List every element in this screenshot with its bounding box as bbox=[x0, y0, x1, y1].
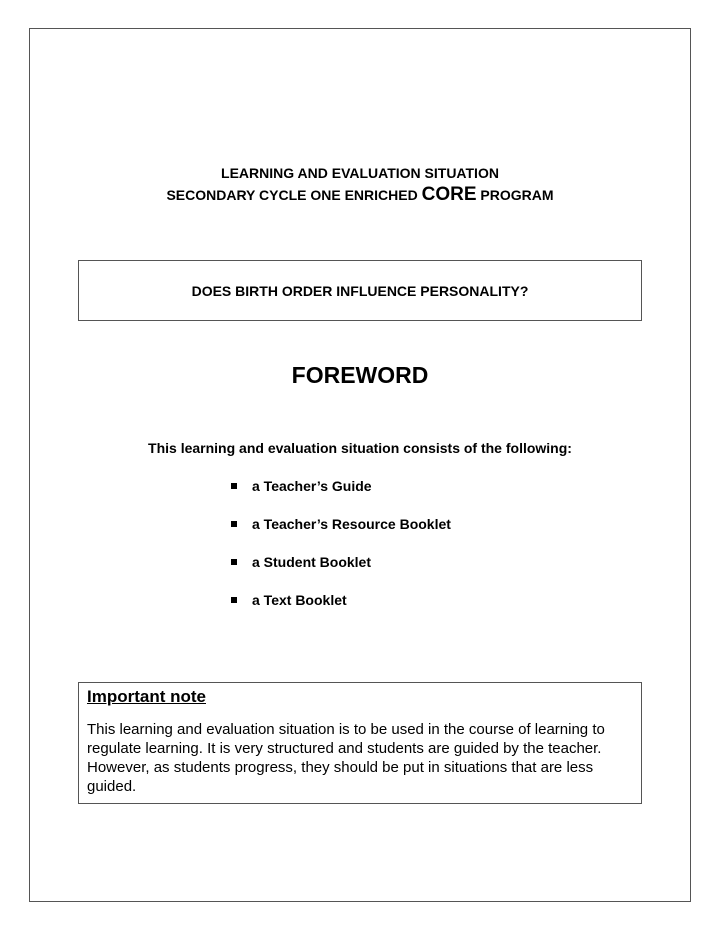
header-program-line bbox=[0, 184, 720, 206]
header-title-line: LEARNING AND EVALUATION SITUATION bbox=[221, 165, 499, 181]
question-text: DOES BIRTH ORDER INFLUENCE PERSONALITY? bbox=[191, 282, 529, 299]
list-item bbox=[231, 590, 451, 609]
list-item-label: a Teacher’s Guide bbox=[252, 477, 372, 494]
list-item bbox=[231, 476, 451, 495]
square-bullet-icon bbox=[231, 559, 237, 565]
list-item bbox=[231, 552, 451, 571]
list-item-label: a Student Booklet bbox=[252, 553, 372, 570]
square-bullet-icon bbox=[231, 597, 237, 603]
header-program-core: CORE bbox=[421, 184, 477, 205]
list-item-label: a Teacher’s Resource Booklet bbox=[252, 515, 451, 532]
question-box bbox=[78, 260, 642, 321]
important-note-body: This learning and evaluation situation is to be used in the course of learning to regulate learning. It is very structured and students are guided by the teacher. However, as students progress, they should be put in situations that are less guided. bbox=[87, 721, 605, 795]
important-note-title: Important note bbox=[87, 687, 206, 706]
foreword-intro: This learning and evaluation situation consists of the following: bbox=[148, 440, 572, 456]
list-item bbox=[231, 514, 451, 533]
header-program-suffix: PROGRAM bbox=[480, 187, 554, 203]
document-header bbox=[0, 162, 720, 206]
square-bullet-icon bbox=[231, 483, 237, 489]
header-program-prefix: SECONDARY CYCLE ONE ENRICHED bbox=[166, 187, 418, 203]
component-list bbox=[231, 476, 451, 628]
important-note-box bbox=[78, 682, 642, 804]
foreword-title: FOREWORD bbox=[291, 362, 429, 388]
list-item-label: a Text Booklet bbox=[252, 591, 347, 608]
square-bullet-icon bbox=[231, 521, 237, 527]
